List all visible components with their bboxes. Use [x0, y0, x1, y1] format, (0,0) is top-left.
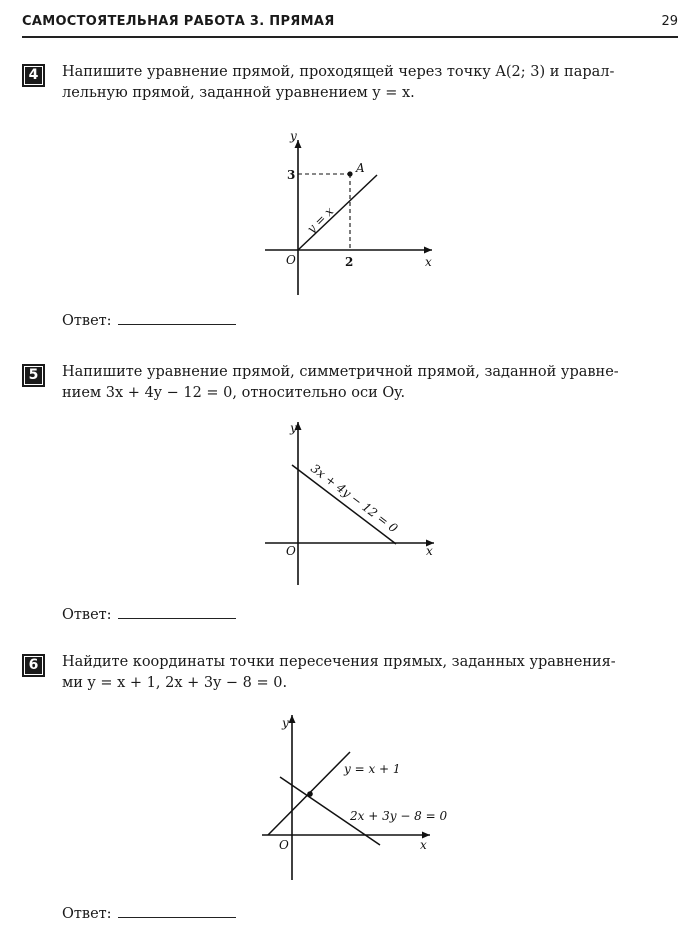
page-number: 29 [661, 14, 678, 29]
tick-label-x: 2 [345, 255, 354, 269]
origin-label: O [286, 544, 296, 558]
task-number-badge: 6 [22, 654, 45, 677]
task-text-line: Напишите уравнение прямой, проходящей через точку A(2; 3) и парал- [62, 64, 615, 80]
answer-label: Ответ: [62, 607, 112, 623]
task-number-badge: 5 [22, 364, 45, 387]
task-number-badge: 4 [22, 64, 45, 87]
origin-label: O [286, 253, 296, 267]
line-1-label: y = x + 1 [344, 762, 401, 776]
task-text-line: лельную прямой, заданной уравнением y = x. [62, 85, 415, 101]
answer-label: Ответ: [62, 906, 112, 922]
y-axis-label: y [290, 421, 297, 435]
x-axis-label: x [425, 255, 432, 269]
task-text-line: ми y = x + 1, 2x + 3y − 8 = 0. [62, 675, 288, 691]
point-label: A [356, 161, 365, 175]
y-axis-label: y [290, 129, 297, 143]
y-axis-arrow-icon [289, 715, 296, 723]
line-label: y = x [304, 204, 337, 237]
line-label: 3x + 4y − 12 = 0 [308, 461, 401, 536]
tick-label-y: 3 [287, 168, 296, 182]
y-axis-label: y [282, 716, 289, 730]
x-axis-label: x [420, 838, 427, 852]
answer-blank[interactable] [118, 903, 236, 918]
task-text-line: нием 3x + 4y − 12 = 0, относительно оси Oy. [62, 385, 406, 401]
intersection-point [307, 791, 313, 797]
line-2-label: 2x + 3y − 8 = 0 [350, 809, 448, 823]
task-text-line: Найдите координаты точки пересечения прямых, заданных уравнения- [62, 654, 616, 670]
answer-label: Ответ: [62, 313, 112, 329]
origin-label: O [279, 838, 289, 852]
answer-6 [62, 903, 236, 922]
section-title: САМОСТОЯТЕЛЬНАЯ РАБОТА 3. ПРЯМАЯ [22, 14, 335, 29]
x-axis-label: x [426, 544, 433, 558]
task-text-line: Напишите уравнение прямой, симметричной прямой, заданной уравне- [62, 364, 619, 380]
